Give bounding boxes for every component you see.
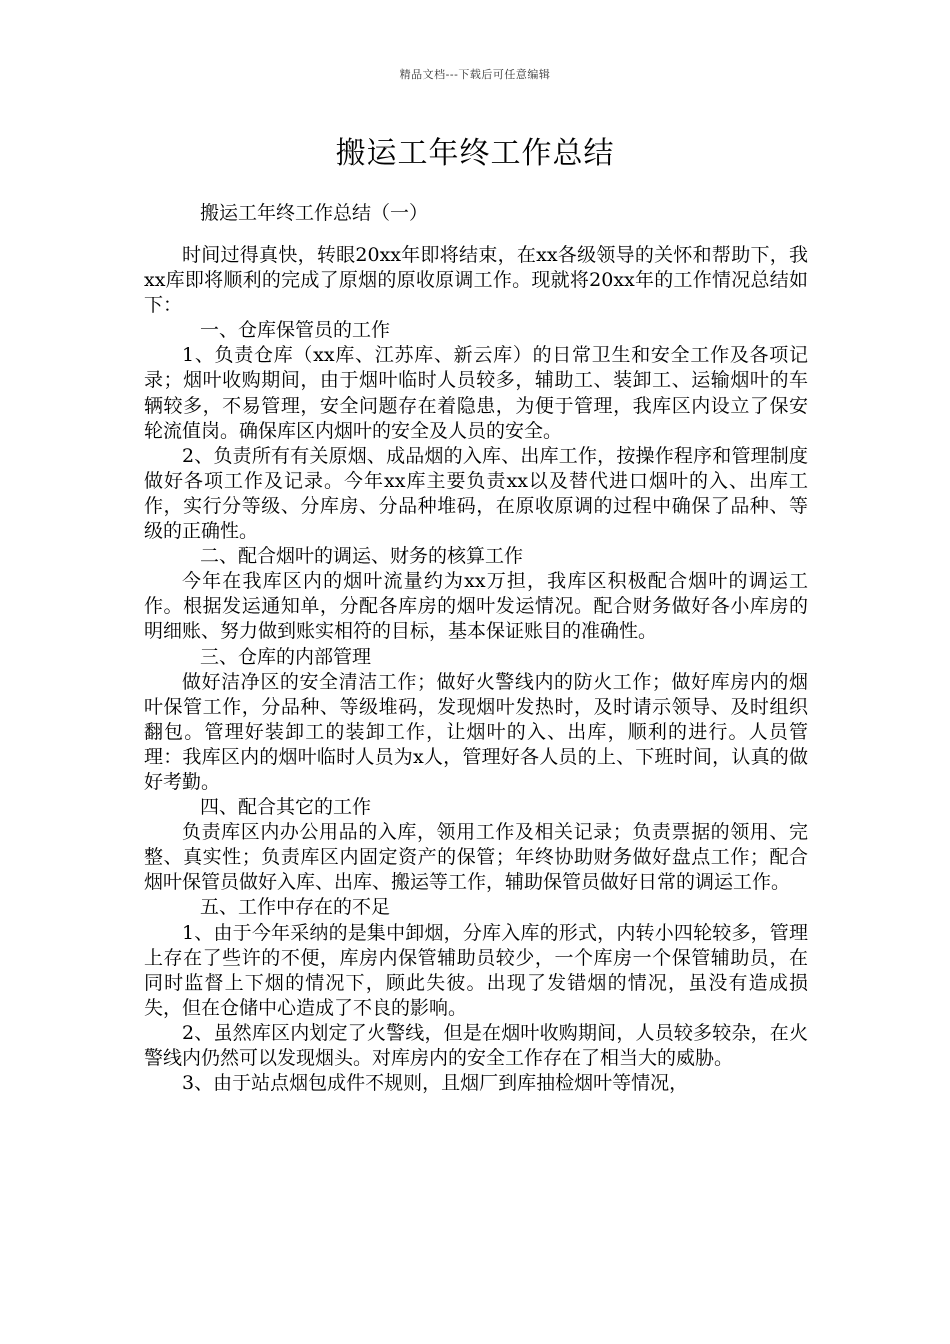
document-body bbox=[144, 243, 808, 1096]
section-heading-4: 四、配合其它的工作 bbox=[200, 796, 372, 819]
section-heading-1: 一、仓库保管员的工作 bbox=[200, 319, 391, 342]
document-title: 搬运工年终工作总结 bbox=[335, 136, 615, 171]
section-heading-5: 五、工作中存在的不足 bbox=[200, 896, 391, 919]
paragraph-1-1: 1、负责仓库（xx库、江苏库、新云库）的日常卫生和安全工作及各项记录；烟叶收购期间，由于烟叶临时人员较多，辅助工、装卸工、运输烟叶的车辆较多，不易管理，安全问题存在着隐患，为便于管理，我库区内设立了保安轮流值岗。确保库区内烟叶的安全及人员的安全。 bbox=[144, 344, 808, 442]
section-heading-2: 二、配合烟叶的调运、财务的核算工作 bbox=[200, 545, 524, 568]
paragraph-5-1: 1、由于今年采纳的是集中卸烟，分库入库的形式，内转小四轮较多，管理上存在了些许的不便，库房内保管辅助员较少，一个库房一个保管辅助员，在同时监督上下烟的情况下，顾此失彼。出现了发错烟的情况，虽没有造成损失，但在仓储中心造成了不良的影响。 bbox=[144, 921, 808, 1019]
section-heading-3: 三、仓库的内部管理 bbox=[200, 645, 372, 668]
document-subtitle: 搬运工年终工作总结（一） bbox=[200, 202, 429, 224]
header-note: 精品文档---下载后可任意编辑 bbox=[399, 68, 551, 81]
paragraph-5-3: 3、由于站点烟包成件不规则，且烟厂到库抽检烟叶等情况， bbox=[182, 1072, 689, 1095]
paragraph-5-2: 2、虽然库区内划定了火警线，但是在烟叶收购期间，人员较多较杂，在火警线内仍然可以发现烟头。对库房内的安全工作存在了相当大的威胁。 bbox=[144, 1021, 808, 1069]
paragraph-1-2: 2、负责所有有关原烟、成品烟的入库、出库工作，按操作程序和管理制度做好各项工作及记录。今年xx库主要负责xx以及替代进口烟叶的入、出库工作，实行分等级、分库房、分品种堆码，在原收原调的过程中确保了品种、等级的正确性。 bbox=[144, 444, 808, 543]
paragraph-3: 做好洁净区的安全清洁工作；做好火警线内的防火工作；做好库房内的烟叶保管工作，分品种、等级堆码，发现烟叶发热时，及时请示领导、及时组织翻包。管理好装卸工的装卸工作，让烟叶的入、出库，顺利的进行。人员管理：我库区内的烟叶临时人员为x人，管理好各人员的上、下班时间，认真的做好考勤。 bbox=[144, 670, 808, 793]
paragraph-4: 负责库区内办公用品的入库，领用工作及相关记录；负责票据的领用、完整、真实性；负责库区内固定资产的保管；年终协助财务做好盘点工作；配合烟叶保管员做好入库、出库、搬运等工作，辅助保管员做好日常的调运工作。 bbox=[144, 821, 808, 894]
paragraph-2: 今年在我库区内的烟叶流量约为xx万担，我库区积极配合烟叶的调运工作。根据发运通知单，分配各库房的烟叶发运情况。配合财务做好各小库房的明细账、努力做到账实相符的目标，基本保证账目的准确性。 bbox=[144, 570, 808, 643]
paragraph-intro: 时间过得真快，转眼20xx年即将结束，在xx各级领导的关怀和帮助下，我xx库即将顺利的完成了原烟的原收原调工作。现就将20xx年的工作情况总结如下： bbox=[144, 244, 808, 317]
